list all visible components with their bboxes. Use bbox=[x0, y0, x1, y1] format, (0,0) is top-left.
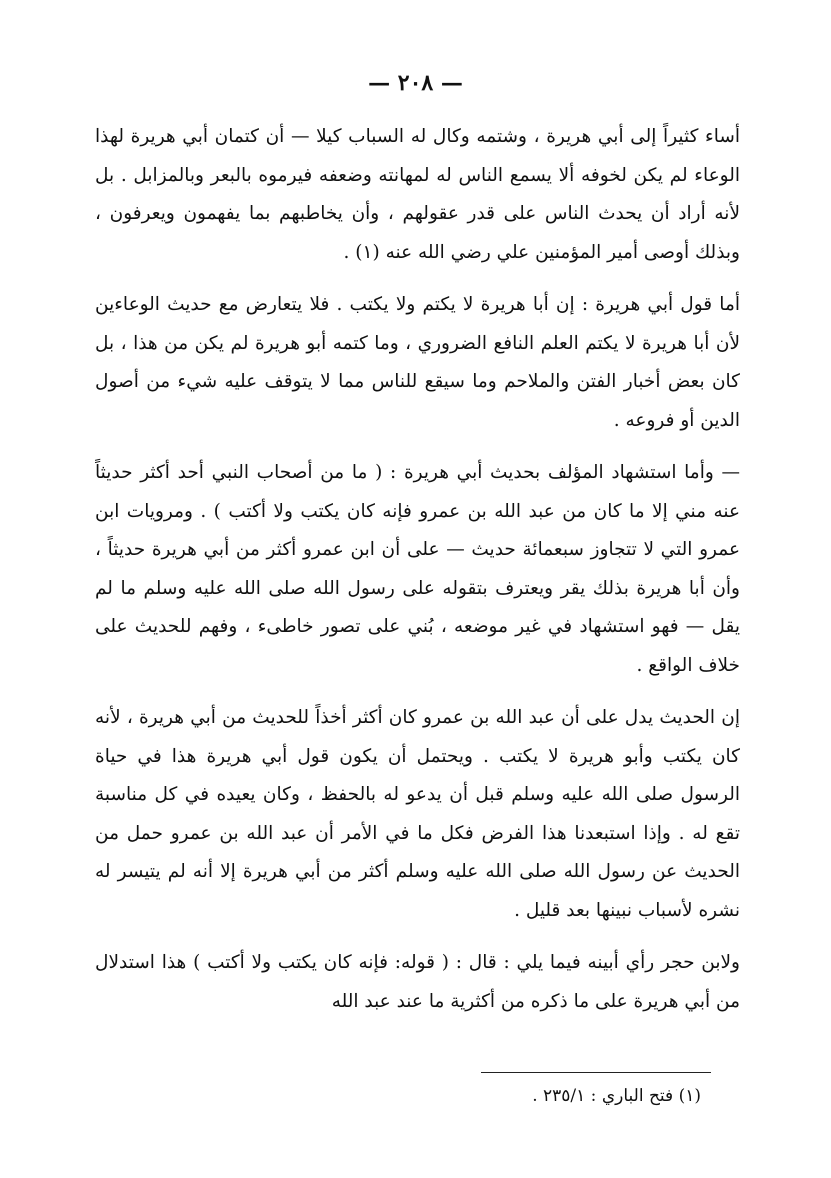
page-number: — ٢٠٨ — bbox=[368, 70, 463, 96]
paragraph-1: أساء كثيراً إلى أبي هريرة ، وشتمه وكال له السباب كيلا — أن كتمان أبي هريرة لهذا الوعاء لم يكن لخوفه ألا يسمع الناس له لمهانته وضعفه فيرموه بالبعر وبالمزابل . بل لأنه أراد أن يحدث الناس على قدر عقولهم ، وأن يخاطبهم بما يفهمون ويعرفون ، وبذلك أوصى أمير المؤمنين علي رضي الله عنه (١) . bbox=[95, 126, 741, 263]
paragraph-4: إن الحديث يدل على أن عبد الله بن عمرو كان أكثر أخذاً للحديث من أبي هريرة ، لأنه كان يكتب وأبو هريرة لا يكتب . ويحتمل أن يكون قول أبي هريرة هذا في حياة الرسول صلى الله عليه وسلم قبل أن يدعو له بالحفظ ، وكان يعيده في كل مناسبة تقع له . وإذا استبعدنا هذا الفرض فكل ما في الأمر أن عبد الله بن عمرو حمل من الحديث عن رسول الله صلى الله عليه وسلم أكثر من أبي هريرة إلا أنه لم يتيسر له نشره لأسباب نبينها بعد قليل . bbox=[95, 707, 740, 921]
paragraph-3: — وأما استشهاد المؤلف بحديث أبي هريرة : ( ما من أصحاب النبي أحد أكثر حديثاً عنه مني إلا ما كان من عبد الله بن عمرو فإنه كان يكتب ولا أكتب ) . ومرويات ابن عمرو التي لا تتجاوز سبعمائة حديث — على أن ابن عمرو أكثر من أبي هريرة حديثاً ، وأن أبا هريرة بذلك يقر ويعترف بتقوله على رسول الله صلى الله عليه وسلم ما لم يقل — فهو استشهاد في غير موضعه ، بُني على تصور خاطىء ، وفهم للحديث على خلاف الواقع . bbox=[95, 462, 740, 676]
footnote-divider bbox=[481, 1072, 711, 1073]
footnote: (١) فتح الباري : ٢٣٥/١ . bbox=[532, 1086, 701, 1106]
paragraph-5: ولابن حجر رأي أبينه فيما يلي : قال : ( قوله: فإنه كان يكتب ولا أكتب ) هذا استدلال من أبي هريرة على ما ذكره من أكثرية ما عند عبد الله bbox=[95, 952, 740, 1012]
paragraph-2: أما قول أبي هريرة : إن أبا هريرة لا يكتم ولا يكتب . فلا يتعارض مع حديث الوعاءين لأن أبا هريرة لا يكتم العلم النافع الضروري ، وما كتمه أبو هريرة لم يكن من هذا ، بل كان بعض أخبار الفتن والملاحم وما سيقع للناس مما لا يتوقف عليه شيء من أصول الدين أو فروعه . bbox=[95, 294, 740, 431]
main-text bbox=[95, 118, 740, 1035]
